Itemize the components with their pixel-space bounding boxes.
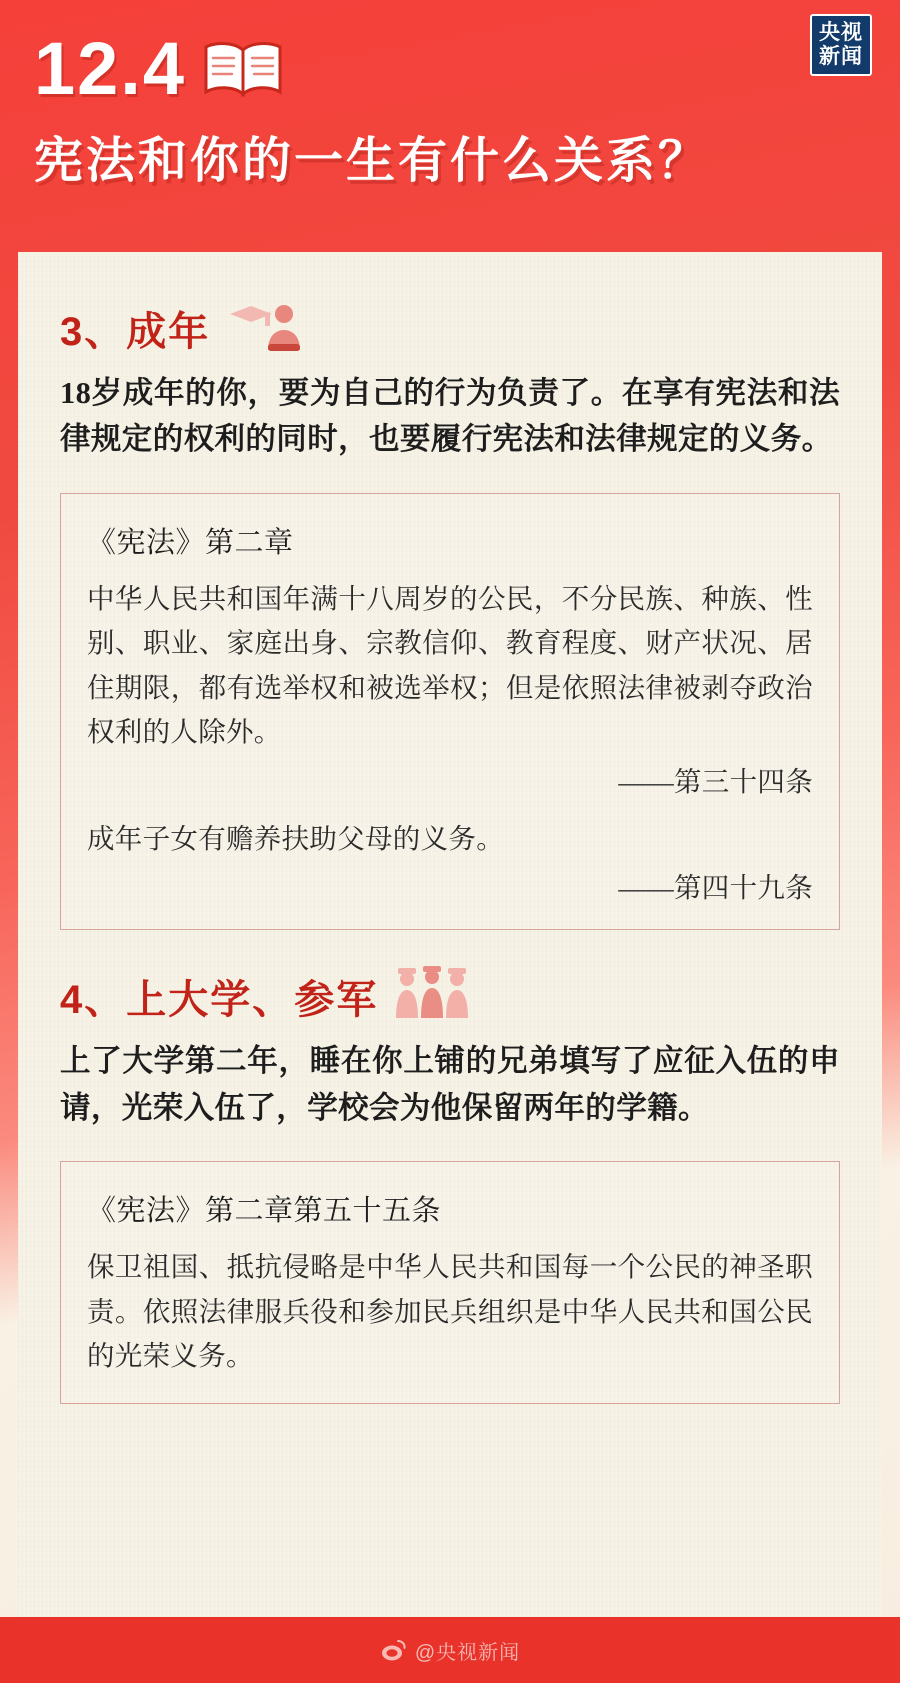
law-quote-source: ——第三十四条 bbox=[618, 765, 813, 797]
section-paragraph: 18岁成年的你，要为自己的行为负责了。在享有宪法和法律规定的权利的同时，也要履行宪法和法律规定的义务。 bbox=[60, 376, 840, 457]
content-card bbox=[18, 252, 882, 1617]
logo-line-1: 央视 bbox=[819, 21, 863, 45]
law-quote-source-2: ——第四十九条 bbox=[618, 872, 813, 904]
section-heading-text-2: 4、上大学、参军 bbox=[60, 978, 379, 1023]
soldiers-icon bbox=[392, 964, 472, 1020]
cctv-news-logo bbox=[810, 14, 872, 76]
law-quote-text: 中华人民共和国年满十八周岁的公民，不分民族、种族、性别、职业、家庭出身、宗教信仰、教育程度、财产状况、居住期限，都有选举权和被选举权；但是依照法律被剥夺政治权利的人除外。 bbox=[87, 582, 813, 748]
date-row bbox=[34, 27, 866, 110]
law-quote-text-2: 成年子女有赡养扶助父母的义务。 bbox=[87, 822, 504, 854]
page-title: 宪法和你的一生有什么关系？ bbox=[34, 134, 711, 188]
law-quote-heading-2: 《宪法》第二章第五十五条 bbox=[87, 1195, 442, 1228]
footer-bar bbox=[0, 1617, 900, 1683]
footer-account: @央视新闻 bbox=[414, 1641, 521, 1664]
logo-line-2: 新闻 bbox=[819, 44, 863, 68]
open-book-icon bbox=[200, 38, 286, 100]
section-heading bbox=[60, 300, 840, 352]
section-heading-text: 3、成年 bbox=[60, 310, 211, 354]
section-adulthood bbox=[60, 300, 840, 930]
section-university-military bbox=[60, 964, 840, 1403]
law-quote-box bbox=[60, 493, 840, 931]
graduation-cap-icon bbox=[224, 300, 302, 352]
law-quote-text-3: 保卫祖国、抵抗侵略是中华人民共和国每一个公民的神圣职责。依照法律服兵役和参加民兵组织是中华人民共和国公民的光荣义务。 bbox=[87, 1251, 813, 1372]
section-paragraph-2: 上了大学第二年，睡在你上铺的兄弟填写了应征入伍的申请，光荣入伍了，学校会为他保留两年的学籍。 bbox=[60, 1044, 840, 1125]
law-quote-heading: 《宪法》第二章 bbox=[87, 526, 294, 559]
law-quote-box-2 bbox=[60, 1161, 840, 1404]
top-banner bbox=[0, 0, 900, 252]
weibo-icon bbox=[380, 1637, 406, 1663]
section-heading-2 bbox=[60, 964, 840, 1023]
date-label: 12.4 bbox=[34, 27, 187, 110]
